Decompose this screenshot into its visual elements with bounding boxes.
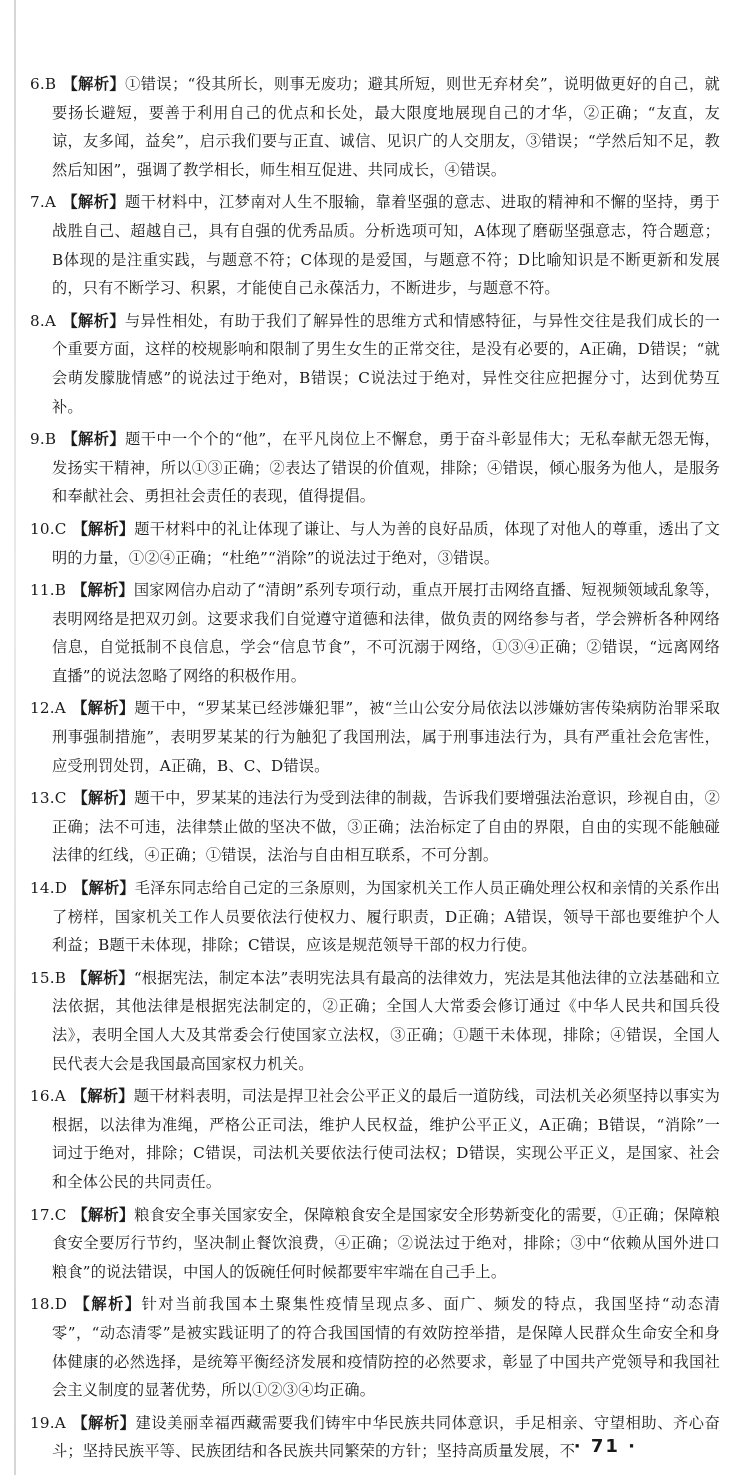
answer-item-18: 18.D 【解析】针对当前我国本土聚集性疫情呈现点多、面广、频发的特点，我国坚持“动态清零”，“动态清零”是被实践证明了的符合我国国情的有效防控举措，是保障人民群众生命安全和身体健康的必然选择，是统筹平衡经济发展和疫情防控的必然要求，彰显了中国共产党领导和我国社会主义制度的显著优势，所以①②③④均正确。 bbox=[30, 1295, 720, 1400]
answer-item-9: 9.B 【解析】题干中一个个的“他”，在平凡岗位上不懈怠，勇于奋斗彰显伟大；无私奉献无怨无悔，发扬实干精神，所以①③正确；②表达了错误的价值观，排除；④错误，倾心服务为他人，是服务和奉献社会、勇担社会责任的表现，值得提倡。 bbox=[30, 430, 720, 506]
answer-item-7: 7.A 【解析】题干材料中，江梦南对人生不服输，靠着坚强的意志、进取的精神和不懈的坚持，勇于战胜自己、超越自己，具有自强的优秀品质。分析选项可知，A体现了磨砺坚强意志，符合题意；B体现的是注重实践，与题意不符；C体现的是爱国，与题意不符；D比喻知识是不断更新和发展的，只有不断学习、积累，才能使自己永葆活力，不断进步，与题意不符。 bbox=[30, 193, 720, 298]
answer-item-8: 8.A 【解析】与异性相处，有助于我们了解异性的思维方式和情感特征，与异性交往是我们成长的一个重要方面，这样的校规影响和限制了男生女生的正常交往，是没有必要的，A正确，D错误；“就会萌发朦胧情感”的说法过于绝对，B错误；C说法过于绝对，异性交往应把握分寸，达到优势互补。 bbox=[30, 311, 720, 416]
answer-item-15: 15.B 【解析】“根据宪法，制定本法”表明宪法具有最高的法律效力，宪法是其他法律的立法基础和立法依据，其他法律是根据宪法制定的，②正确；全国人大常委会修订通过《中华人民共和国兵役法》，表明全国人大及其常委会行使国家立法权，③正确；①题干未体现，排除；④错误，全国人民代表大会是我国最高国家权力机关。 bbox=[30, 968, 720, 1073]
answer-item-19: 19.A 【解析】建设美丽幸福西藏需要我们铸牢中华民族共同体意识，手足相亲、守望相助、齐心奋斗；坚持民族平等、民族团结和各民族共同繁荣的方针；坚持高质量发展，不 bbox=[30, 1413, 720, 1461]
answer-item-10: 10.C 【解析】题干材料中的礼让体现了谦让、与人为善的良好品质，体现了对他人的尊重，透出了文明的力量，①②④正确；“杜绝”“消除”的说法过于绝对，③错误。 bbox=[30, 519, 720, 567]
page-number: · 71 · bbox=[573, 1436, 637, 1457]
page-binding-edge bbox=[14, 0, 16, 1475]
answer-item-12: 12.A 【解析】题干中，“罗某某已经涉嫌犯罪”，被“兰山公安分局依法以涉嫌妨害传染病防治罪采取刑事强制措施”，表明罗某某的行为触犯了我国刑法，属于刑事违法行为，具有严重社会危害性，应受刑罚处罚，A正确，B、C、D错误。 bbox=[30, 699, 720, 775]
answer-item-13: 13.C 【解析】题干中，罗某某的违法行为受到法律的制裁，告诉我们要增强法治意识，珍视自由，②正确；法不可违，法律禁止做的坚决不做，③正确；法治标定了自由的界限，自由的实现不能触碰法律的红线，④正确；①错误，法治与自由相互联系，不可分割。 bbox=[30, 789, 720, 865]
answer-item-11: 11.B 【解析】国家网信办启动了“清朗”系列专项行动，重点开展打击网络直播、短视频领域乱象等，表明网络是把双刃剑。这要求我们自觉遵守道德和法律，做负责的网络参与者，学会辨析各种网络信息，自觉抵制不良信息，学会“信息节食”，不可沉溺于网络，①③④正确；②错误，“远离网络直播”的说法忽略了网络的积极作用。 bbox=[30, 581, 720, 685]
answer-explanations bbox=[30, 70, 720, 1470]
answer-item-6: 6.B 【解析】①错误；“役其所长，则事无废功；避其所短，则世无弃材矣”，说明做更好的自己，就要扬长避短，要善于利用自己的优点和长处，最大限度地展现自己的才华，②正确；“友直，友谅，友多闻，益矣”，启示我们要与正直、诚信、见识广的人交朋友，③错误；“学然后知不足，教然后知困”，强调了教学相长，师生相互促进、共同成长，④错误。 bbox=[30, 75, 720, 179]
answer-item-16: 16.A 【解析】题干材料表明，司法是捍卫社会公平正义的最后一道防线，司法机关必须坚持以事实为根据，以法律为准绳，严格公正司法，维护人民权益，维护公平正义，A正确；B错误，“消除”一词过于绝对，排除；C错误，司法机关要依法行使司法权；D错误，实现公平正义，是国家、社会和全体公民的共同责任。 bbox=[30, 1087, 720, 1191]
answer-item-17: 17.C 【解析】粮食安全事关国家安全，保障粮食安全是国家安全形势新变化的需要，①正确；保障粮食安全要厉行节约，坚决制止餐饮浪费，④正确；②说法过于绝对，排除；③中“依赖从国外进口粮食”的说法错误，中国人的饭碗任何时候都要牢牢端在自己手上。 bbox=[30, 1205, 720, 1281]
answer-item-14: 14.D 【解析】毛泽东同志给自己定的三条原则，为国家机关工作人员正确处理公权和亲情的关系作出了榜样，国家机关工作人员要依法行使权力、履行职责，D正确；A错误，领导干部也要维护个人利益；B题干未体现，排除；C错误，应该是规范领导干部的权力行使。 bbox=[30, 879, 720, 955]
